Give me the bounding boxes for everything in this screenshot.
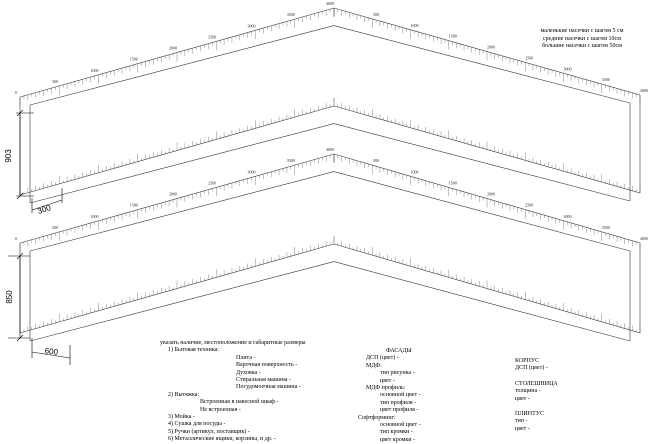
facade-item: основной цвет - [380,421,421,428]
facade-item: тип профиля - [380,399,417,406]
wall-inner-bottom-edge [30,262,630,341]
appliance-item: 2) Вытяжка: [168,391,200,398]
appliance-item: 6) Металлические ящики, корзины, и др. - [168,436,276,443]
ruler-tick-label: 2500 [525,202,534,208]
materials-block [515,358,558,432]
ruler-tick-label: 2500 [525,55,534,61]
upper-height-label: 903 [4,149,13,163]
ruler-tick-label: 2000 [169,45,177,51]
ruler-tick-label: 1000 [90,213,99,219]
ruler-tick-label: 0 [15,90,17,95]
material-item: цвет - [515,425,530,432]
ruler-tick-label: 2000 [487,191,495,197]
ruler-tick-label: 1500 [129,56,138,62]
appliances-block [160,340,306,443]
material-item: цвет - [515,395,530,402]
facade-item: ДСП (цвет) - [366,355,399,362]
facade-item: цвет кромки - [380,436,416,443]
ruler-tick-label: 3500 [286,158,295,164]
ruler-tick-label: 3500 [601,224,610,230]
upper-depth-label: 300 [36,203,52,216]
ruler-tick-label: 2500 [208,180,217,186]
facades-title: ФАСАДЫ [386,348,412,354]
ruler-tick-label: 500 [373,158,380,164]
wall-inner-bottom-edge [30,124,630,203]
facades-block [358,348,421,443]
facade-item: основной цвет - [380,392,421,399]
facade-item: цвет - [380,377,395,384]
ruler-tick-label: 2000 [169,191,177,197]
appliance-item: 4) Сушка для посуды - [168,421,226,428]
ruler-tick-label: 1500 [448,180,457,186]
lower-depth-label: 600 [44,346,59,357]
lower-height-label: 850 [5,290,14,304]
ruler-tick-label: 500 [52,224,59,230]
facade-item: тип кромки - [380,429,413,436]
ruler-tick-label: 1000 [90,67,99,73]
ruler-depth-edge [30,172,630,251]
ruler-tick-label: 3000 [247,169,256,175]
appliance-item: 1) Бытовая техника: [168,347,219,354]
facade-item: Софтформинг: [358,414,396,421]
ruler-tick-label: 3500 [601,77,610,83]
facade-item: цвет профиля - [380,407,419,414]
wall-bottom-edge [20,244,640,333]
ruler-tick-label: 2000 [487,44,495,50]
facade-item: МДФ профиль: [366,384,406,391]
ruler-top-edge [20,8,640,97]
ruler-tick-label: 0 [15,236,17,241]
tick-legend [528,28,636,51]
legend-large-ticks: большие насечки с шагом 50см [542,43,622,49]
appliance-item: Стиральная машина - [236,376,291,383]
legend-small-ticks: маленькие насечки с шагом 5 см [540,28,624,34]
ruler-tick-label: 2500 [208,34,217,40]
ruler-tick-label: 1000 [410,22,419,28]
ruler-tick-label: 4000 [640,88,648,93]
ruler-ticks [20,8,640,333]
ruler-top-edge [20,154,640,243]
material-item: толщина - [515,388,541,395]
appliance-item: Варочная поверхность - [236,362,298,369]
appliance-item: Духовка - [236,369,261,376]
upper-height-dimension [16,110,34,199]
appliance-item: Плита - [236,354,256,361]
material-item: ДСП (цвет) - [515,365,548,372]
ruler-tick-label: 4000 [326,147,334,152]
ruler-tick-label: 3500 [286,12,295,18]
ruler-tick-label: 4000 [326,1,334,6]
cabinet-outline-frames [20,8,640,341]
appliance-item: Встроенная в навесной шкаф - [200,399,279,406]
material-item: КОРПУС [515,358,540,364]
ruler-tick-label: 1000 [410,169,419,175]
ruler-tick-label: 4000 [640,236,648,241]
facade-item: тип рисунка - [380,370,415,377]
ruler-tick-label: 500 [373,11,380,17]
facade-item: МДФ: [366,362,382,369]
legend-medium-ticks: средние насечки с шагом 10см [542,35,622,42]
appliances-intro: указать наличие, местоположение и габаритные размеры [160,340,306,346]
appliance-item: 5) Ручки (артикул, поставщик) - [168,428,250,435]
material-item: ПЛИНТУС [515,410,544,417]
ruler-tick-label: 500 [52,78,59,84]
appliance-item: Не встроенная - [200,406,241,413]
ruler-tick-label: 3000 [247,23,256,29]
ruler-tick-label: 1500 [448,33,457,39]
ruler-tick-label: 3000 [563,66,572,72]
ruler-tick-label: 1500 [129,202,138,208]
appliance-item: Посудомоечная машина - [236,384,301,391]
material-item: СТОЛЕШНИЦА [515,380,558,387]
ruler-tick-label: 3000 [563,213,572,219]
material-item: тип - [515,418,528,425]
appliance-item: 3) Мойка - [168,413,195,420]
